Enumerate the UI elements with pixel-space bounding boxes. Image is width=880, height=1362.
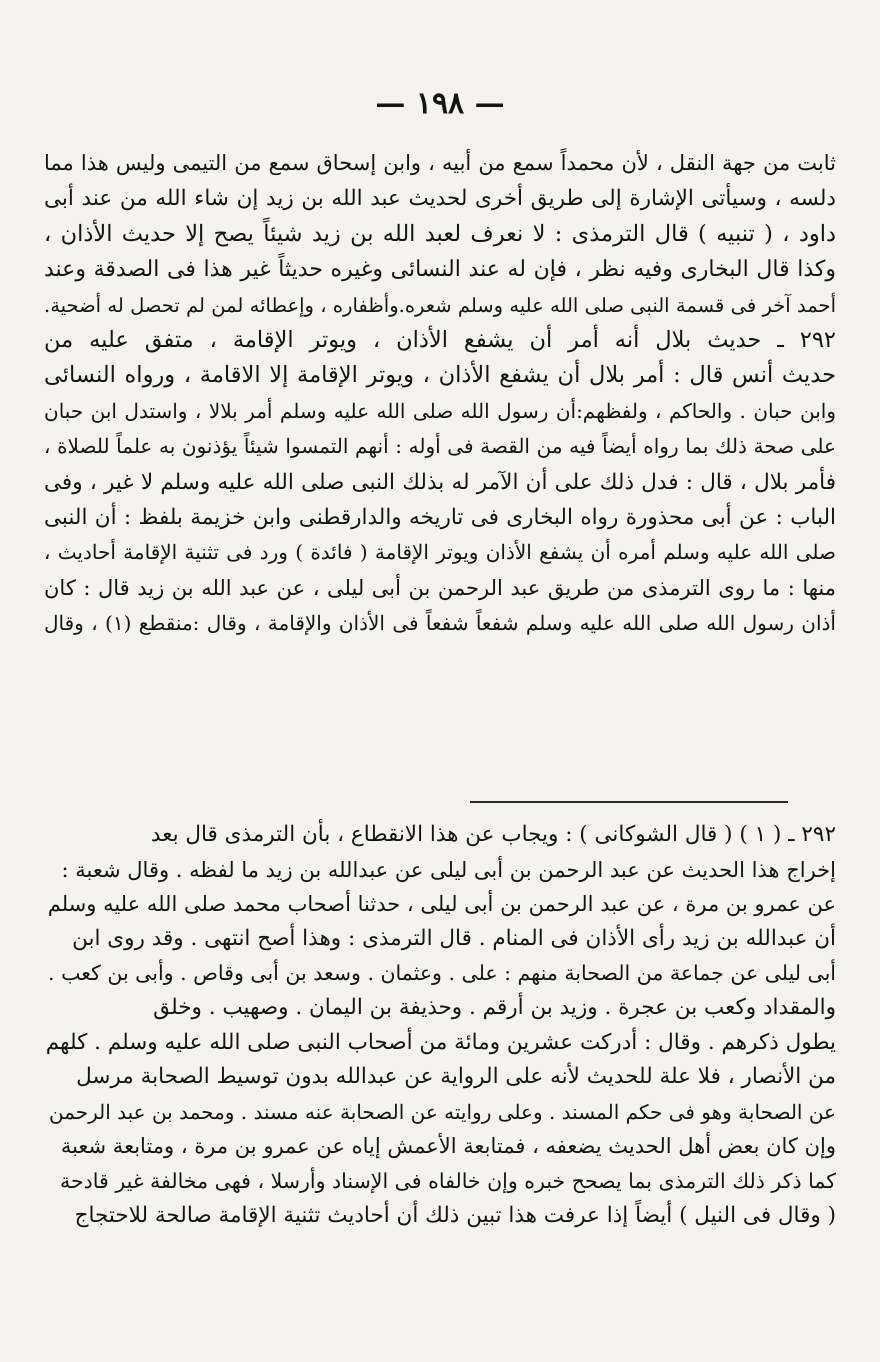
text-line: وابن حبان . والحاكم ، ولفظهم:أن رسول الله صلى الله عليه وسلم أمر بلالا ، واستدل ابن حبان — [44, 398, 836, 423]
text-line: الباب : عن أبى محذورة رواه البخارى فى تاريخه والدارقطنى وابن خزيمة بلفظ : أن النبى — [44, 504, 836, 530]
footnote-line: ٢٩٢ ـ ( ١ ) ( قال الشوكانى ) : ويجاب عن هذا الانقطاع ، بأن الترمذى قال بعد — [150, 822, 836, 847]
footnote-line: عن عمرو بن مرة ، عن عبد الرحمن بن أبى ليلى ، حدثنا أصحاب محمد صلى الله عليه وسلم — [47, 892, 836, 917]
text-line: أحمد آخر فى قسمة النبى صلى الله عليه وسلم شعره.وأظفاره ، وإعطائه لمن لم تحصل له أضحية. — [44, 293, 836, 317]
footnote-separator — [470, 801, 788, 803]
text-line: حديث أنس قال : أمر بلال أن يشفع الأذان ، ويوتر الإقامة إلا الاقامة ، ورواه النسائى — [44, 362, 836, 389]
text-line: داود ، ( تنبيه ) قال الترمذى : لا نعرف لعبد الله بن زيد شيئاً يصح إلا حديث الأذان ، — [44, 220, 836, 247]
footnote-line: وإن كان بعض أهل الحديث يضعفه ، فمتابعة الأعمش إياه عن عمرو بن مرة ، ومتابعة شعبة — [60, 1134, 836, 1159]
page-number: — ١٩٨ — — [375, 86, 505, 121]
footnote-line: كما ذكر ذلك الترمذى بما يصحح خبره وإن خالفاه فى الإسناد وأرسلا ، فهى مخالفة غير قادحة — [59, 1168, 836, 1193]
text-line: ثابت من جهة النقل ، لأن محمداً سمع من أبيه ، وابن إسحاق سمع من التيمى وليس هذا مما — [44, 151, 836, 175]
text-line: دلسه ، وسيأتى الإشارة إلى طريق أخرى لحديث عبد الله بن زيد إن شاء الله من عند أبى — [44, 186, 836, 212]
footnote-line: والمقداد وكعب بن عجرة . وزيد بن أرقم . وحذيفة بن اليمان . وصهيب . وخلق — [153, 994, 836, 1020]
text-line: على صحة ذلك بما رواه أيضاً فيه من القصة فى أوله : أنهم التمسوا شيئاً يؤذنون به علماً للصلاة ، — [44, 434, 836, 459]
text-line: منها : ما روى الترمذى من طريق عبد الرحمن بن أبى ليلى ، عن عبد الله بن زيد قال : كان — [44, 575, 836, 600]
text-line: أذان رسول الله صلى الله عليه وسلم شفعاً شفعاً فى الأذان والإقامة ، وقال :منقطع (١) ، وقال — [44, 611, 836, 636]
hadith-heading-line: ٢٩٢ ـ حديث بلال أنه أمر أن يشفع الأذان ، ويوتر الإقامة ، متفق عليه من — [44, 326, 836, 353]
text-line: صلى الله عليه وسلم أمره أن يشفع الأذان ويوتر الإقامة ( فائدة ) ورد فى تثنية الإقامة أحاديث ، — [44, 540, 836, 565]
footnote-line: من الأنصار ، فلا علة للحديث لأنه على الرواية عن عبدالله بدون توسيط الصحابة مرسل — [76, 1064, 836, 1090]
footnote-line: عن الصحابة وهو فى حكم المسند . وعلى روايته عن الصحابة عنه مسند . ومحمد بن عبد الرحمن — [48, 1099, 836, 1124]
footnote-line: أبى ليلى عن جماعة من الصحابة منهم : على . وعثمان . وسعد بن أبى وقاص . وأبى بن كعب . — [48, 961, 836, 986]
footnote-line: ( وقال فى النيل ) أيضاً إذا عرفت هذا تبين ذلك أن أحاديث تثنية الإقامة صالحة للاحتجاج — [74, 1202, 836, 1228]
text-line: وكذا قال البخارى وفيه نظر ، فإن له عند النسائى وغيره حديثاً غير هذا فى الصدقة وعند — [44, 257, 836, 283]
text-line: فأمر بلال ، قال : فدل ذلك على أن الآمر له بذلك النبى صلى الله عليه وسلم لا غير ، وفى — [44, 469, 836, 495]
footnote-block — [44, 818, 836, 1233]
main-text-block — [44, 146, 836, 641]
footnote-line: أن عبدالله بن زيد رأى الأذان فى المنام . قال الترمذى : وهذا أصح انتهى . وقد روى ابن — [72, 925, 836, 951]
footnote-line: إخراج هذا الحديث عن عبد الرحمن بن أبى ليلى عن عبدالله بن زيد ما لفظه . وقال شعبة : — [61, 857, 836, 882]
footnote-line: يطول ذكرهم . وقال : أدركت عشرين ومائة من أصحاب النبى صلى الله عليه وسلم . كلهم — [45, 1029, 836, 1055]
